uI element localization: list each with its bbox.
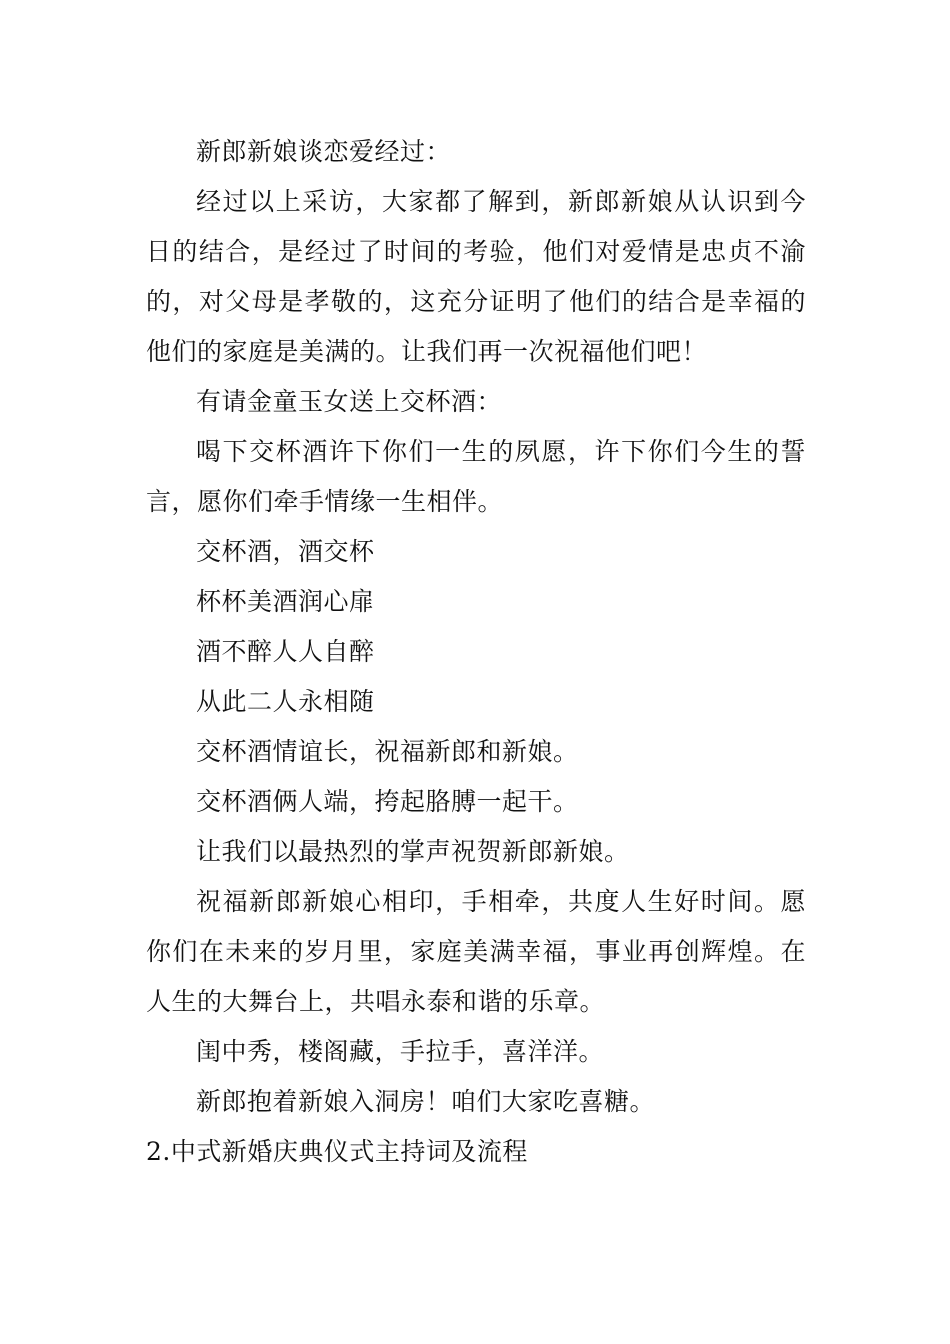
paragraph-love-story-intro: 新郎新娘谈恋爱经过： bbox=[196, 137, 452, 166]
paragraph-rhyme: 闺中秀，楼阁藏，手拉手，喜洋洋。 bbox=[196, 1037, 605, 1066]
paragraph-blessing: 祝福新郎新娘心相印，手相牵，共度人生好时间。愿你们在未来的岁月里，家庭美满幸福，事业再创辉煌。在人生的大舞台上，共唱永泰和谐的乐章。 bbox=[146, 887, 806, 1016]
verse-line-1: 交杯酒，酒交杯 bbox=[196, 537, 375, 566]
paragraph-closing: 新郎抱着新娘入洞房！咱们大家吃喜糖。 bbox=[196, 1087, 656, 1116]
paragraph-wine-vow: 喝下交杯酒许下你们一生的夙愿，许下你们今生的誓言，愿你们牵手情缘一生相伴。 bbox=[146, 437, 806, 516]
verse-line-4: 从此二人永相随 bbox=[196, 687, 375, 716]
paragraph-interview-summary: 经过以上采访，大家都了解到，新郎新娘从认识到今日的结合，是经过了时间的考验，他们对爱情是忠贞不渝的，对父母是孝敬的，这充分证明了他们的结合是幸福的他们的家庭是美满的。让我们再一次祝福他们吧！ bbox=[146, 187, 806, 366]
document-body bbox=[146, 127, 806, 1177]
verse-line-2: 杯杯美酒润心扉 bbox=[196, 587, 375, 616]
paragraph-wine-invitation: 有请金童玉女送上交杯酒： bbox=[196, 387, 503, 416]
verse-line-5: 交杯酒情谊长，祝福新郎和新娘。 bbox=[196, 737, 579, 766]
verse-line-3: 酒不醉人人自醉 bbox=[196, 637, 375, 666]
paragraph-applause: 让我们以最热烈的掌声祝贺新郎新娘。 bbox=[196, 837, 630, 866]
section-heading: 2.中式新婚庆典仪式主持词及流程 bbox=[146, 1137, 528, 1166]
verse-line-6: 交杯酒俩人端，挎起胳膊一起干。 bbox=[196, 787, 579, 816]
